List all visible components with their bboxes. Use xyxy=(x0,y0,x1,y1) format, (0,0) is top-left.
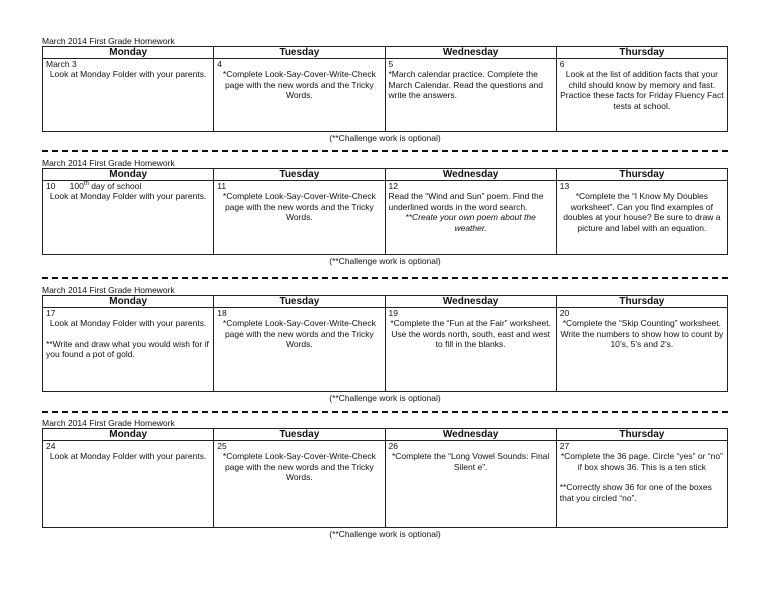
cut-line xyxy=(42,150,728,152)
challenge-task: **Create your own poem about the weather. xyxy=(405,212,536,233)
cell-thursday xyxy=(556,181,727,255)
week-title: March 2014 First Grade Homework xyxy=(42,36,175,46)
date: 24 xyxy=(46,441,56,451)
challenge-note: (**Challenge work is optional) xyxy=(329,393,441,403)
header-tuesday: Tuesday xyxy=(214,429,385,441)
header-thursday: Thursday xyxy=(556,169,727,181)
date: 10 xyxy=(46,181,56,191)
header-monday: Monday xyxy=(43,296,214,308)
task-text: *Complete the “Long Vowel Sounds: Final Silent e”. xyxy=(391,451,550,472)
header-wednesday: Wednesday xyxy=(385,47,556,59)
date: 4 xyxy=(217,59,222,69)
header-monday: Monday xyxy=(43,47,214,59)
week-4 xyxy=(42,418,728,539)
header-wednesday: Wednesday xyxy=(385,429,556,441)
cell-wednesday xyxy=(385,59,556,132)
date: 6 xyxy=(559,59,565,69)
challenge-note: (**Challenge work is optional) xyxy=(329,256,441,266)
header-thursday: Thursday xyxy=(556,429,727,441)
header-wednesday: Wednesday xyxy=(385,169,556,181)
cell-tuesday xyxy=(214,181,385,255)
week-title: March 2014 First Grade Homework xyxy=(42,158,175,168)
cell-wednesday xyxy=(385,441,556,528)
homework-table xyxy=(42,295,728,392)
homework-table xyxy=(42,46,728,132)
task-text: *March calendar practice. Complete the March Calendar. Read the questions and write the answers. xyxy=(388,69,544,101)
cell-monday xyxy=(43,181,214,255)
cell-monday xyxy=(43,308,214,392)
task-text: Look at Monday Folder with your parents. xyxy=(49,69,207,80)
date: 11 xyxy=(217,181,227,191)
header-thursday: Thursday xyxy=(556,47,727,59)
header-thursday: Thursday xyxy=(556,296,727,308)
date-line xyxy=(46,181,210,191)
week-title: March 2014 First Grade Homework xyxy=(42,285,175,295)
date: 20 xyxy=(559,308,570,318)
header-tuesday: Tuesday xyxy=(214,47,385,59)
cut-line xyxy=(42,277,728,279)
challenge-task: **Write and draw what you would wish for if you found a pot of gold. xyxy=(46,338,209,360)
header-monday: Monday xyxy=(43,169,214,181)
week-2 xyxy=(42,158,728,266)
challenge-note: (**Challenge work is optional) xyxy=(329,529,441,539)
date-note: 100th day of school xyxy=(69,181,142,191)
task-text: Look at Monday Folder with your parents. xyxy=(49,451,207,462)
header-wednesday: Wednesday xyxy=(385,296,556,308)
cell-wednesday xyxy=(385,308,556,392)
task-text: *Complete Look-Say-Cover-Write-Check page with the new words and the Tricky Words. xyxy=(222,318,376,350)
date: 12 xyxy=(388,181,398,191)
task-text: *Complete Look-Say-Cover-Write-Check page with the new words and the Tricky Words. xyxy=(222,191,376,223)
task-text: *Complete the “Fun at the Fair” worksheet. Use the words north, south, east and west to fill in the blanks. xyxy=(390,318,551,350)
cell-tuesday xyxy=(214,308,385,392)
cell-tuesday xyxy=(214,441,385,528)
cell-thursday xyxy=(556,441,727,528)
cell-monday xyxy=(43,441,214,528)
task-text: Look at Monday Folder with your parents. xyxy=(49,191,207,202)
task-text: *Complete Look-Say-Cover-Write-Check page with the new words and the Tricky Words. xyxy=(222,451,376,483)
task-text: *Complete Look-Say-Cover-Write-Check page with the new words and the Tricky Words. xyxy=(222,69,376,101)
task-text: *Complete the “Skip Counting” worksheet. Write the numbers to show how to count by 10’s, 5’s and 2’s. xyxy=(560,318,724,350)
date: 13 xyxy=(559,181,570,191)
header-monday: Monday xyxy=(43,429,214,441)
header-tuesday: Tuesday xyxy=(214,296,385,308)
date: 19 xyxy=(388,308,398,318)
task-text: Read the “Wind and Sun” poem. Find the underlined words in the word search. xyxy=(388,191,544,212)
cell-thursday xyxy=(556,308,727,392)
week-title: March 2014 First Grade Homework xyxy=(42,418,175,428)
week-3 xyxy=(42,285,728,403)
cell-tuesday xyxy=(214,59,385,132)
task-text: Look at the list of addition facts that your child should know by memory and fast. Practice these facts for Friday Fluency Fact tests at school. xyxy=(560,69,724,111)
cell-wednesday xyxy=(385,181,556,255)
date: 18 xyxy=(217,308,227,318)
homework-table xyxy=(42,168,728,255)
challenge-note: (**Challenge work is optional) xyxy=(329,133,441,143)
challenge-task: **Correctly show 36 for one of the boxes that you circled “no”. xyxy=(559,482,712,503)
date: 25 xyxy=(217,441,227,451)
task-text: *Complete the 36 page. Circle “yes” or “no” if box shows 36. This is a ten stick xyxy=(560,451,723,472)
date: 27 xyxy=(559,441,570,451)
task-text: *Complete the “I Know My Doubles worksheet”. Can you find examples of doubles at your house? Be sure to draw a picture and label with an equation. xyxy=(563,191,721,233)
week-1 xyxy=(42,36,728,143)
cut-line xyxy=(42,411,728,413)
date: 17 xyxy=(46,308,56,318)
header-tuesday: Tuesday xyxy=(214,169,385,181)
date: 5 xyxy=(388,59,394,69)
homework-table xyxy=(42,428,728,528)
date: 26 xyxy=(388,441,398,451)
cell-thursday xyxy=(556,59,727,132)
task-text: Look at Monday Folder with your parents. xyxy=(49,318,207,329)
date: March 3 xyxy=(46,59,77,69)
cell-monday xyxy=(43,59,214,132)
